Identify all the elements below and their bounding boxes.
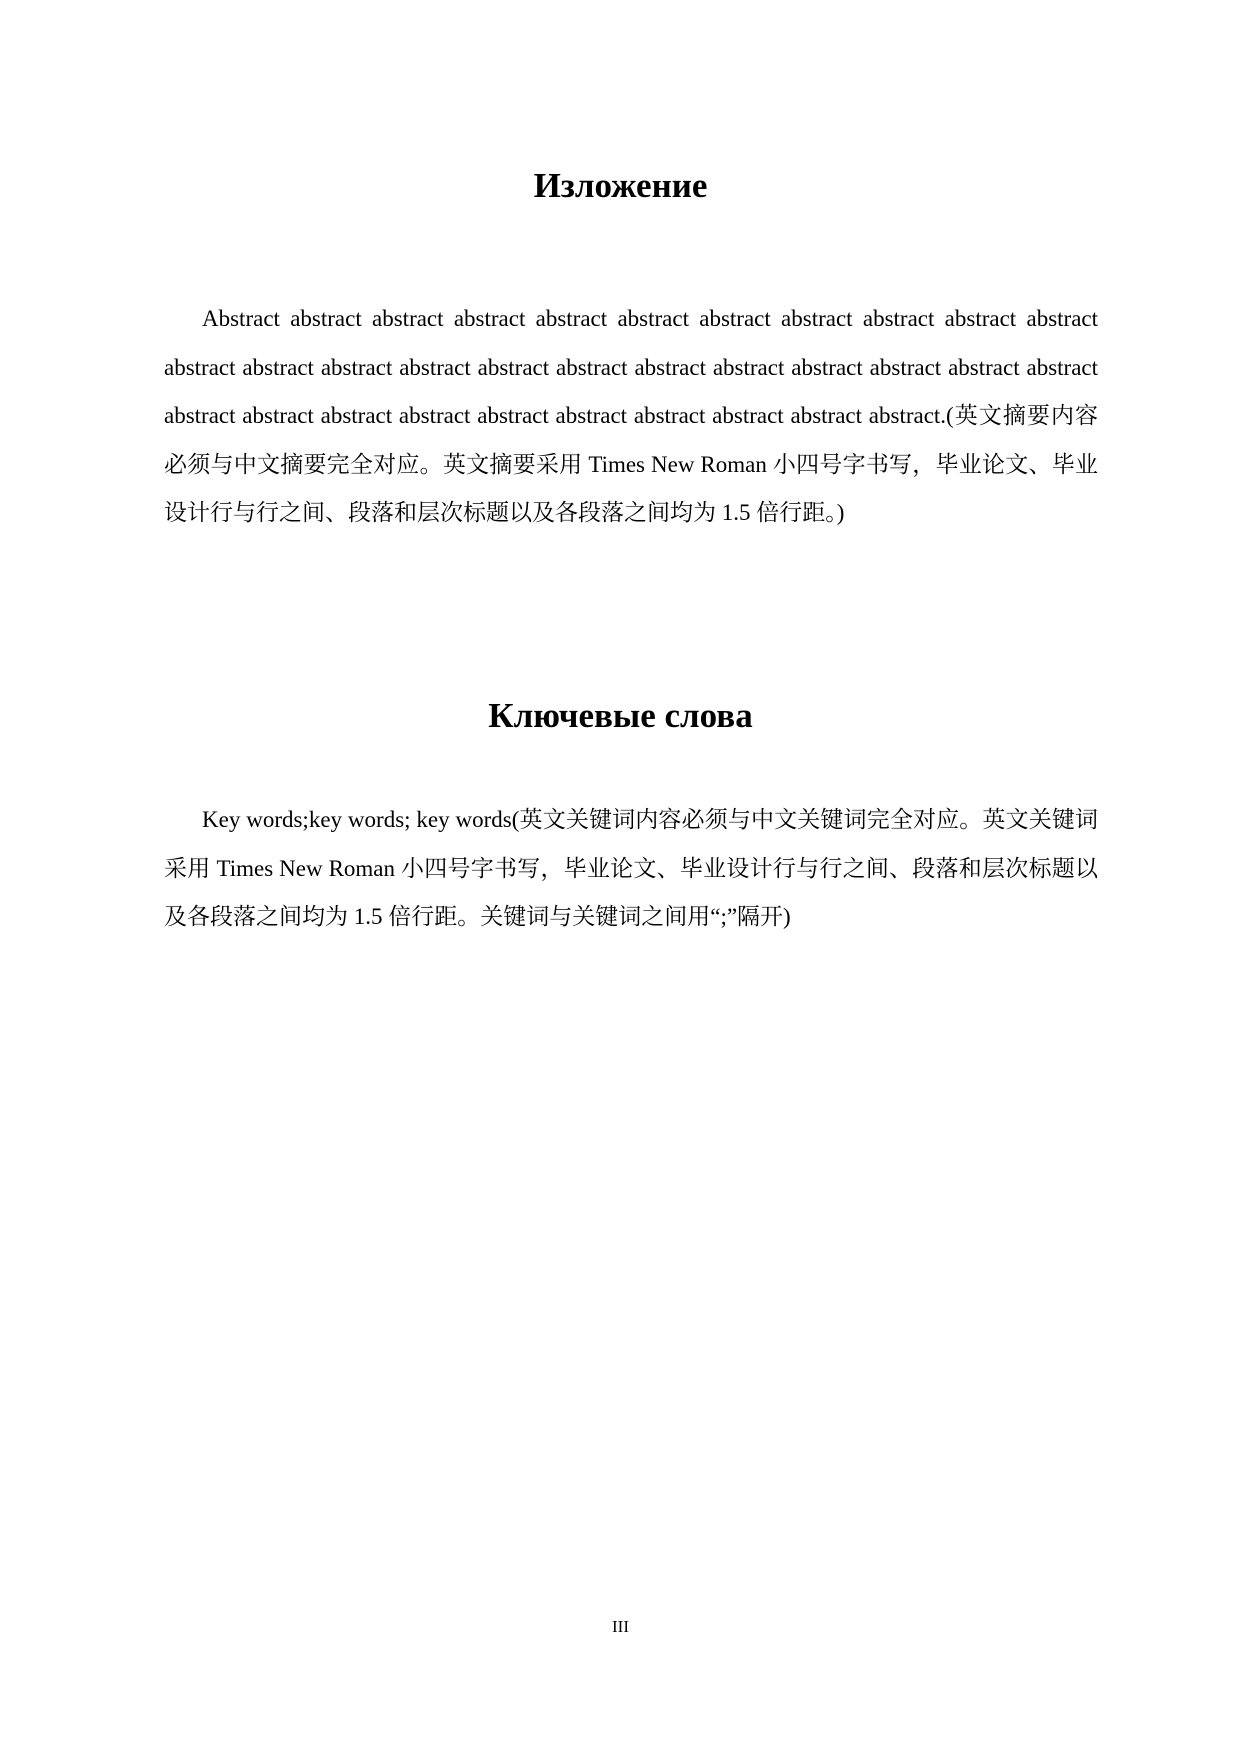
page-number: III — [612, 1617, 629, 1636]
abstract-paragraph: Abstract abstract abstract abstract abstract abstract abstract abstract abstract abstract abstract abstract abstract abstract abstract abstract abstract abstract abstract abstract abstract abstract abstract abstract abstract abstract abstract abstract abstract abstract abstract abstract abstract.(英文摘要内容必须与中文摘要完全对应。英文摘要采用 Times New Roman 小四号字书写，毕业论文、毕业设计行与行之间、段落和层次标题以及各段落之间均为 1.5 倍行距。) — [164, 306, 1098, 525]
keywords-paragraph: Key words;key words; key words(英文关键词内容必须与中文关键词完全对应。英文关键词采用 Times New Roman 小四号字书写，毕业论文、毕业设计行与行之间、段落和层次标题以及各段落之间均为 1.5 倍行距。关键词与关键词之间用“;”隔开) — [164, 807, 1098, 929]
keywords-heading: Ключевые слова — [488, 696, 753, 735]
abstract-heading: Изложение — [533, 166, 708, 205]
